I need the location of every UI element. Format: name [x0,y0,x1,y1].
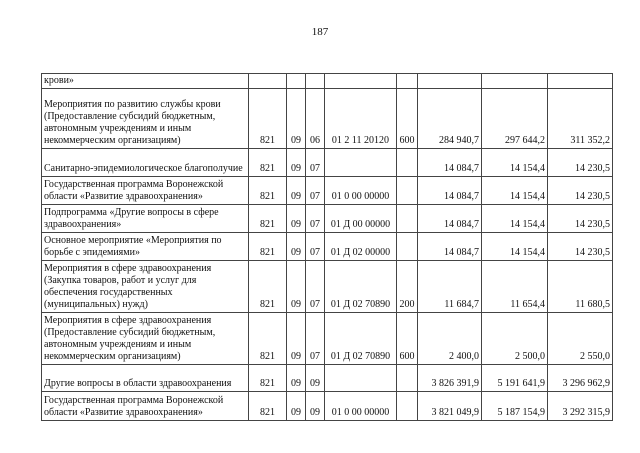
expense-type-cell [397,205,418,233]
expense-type-cell [397,233,418,261]
amount-year1-cell: 14 084,7 [418,177,482,205]
grbs-code-cell: 821 [249,233,287,261]
amount-year2-cell: 14 154,4 [482,149,548,177]
amount-year3-cell: 14 230,5 [548,205,613,233]
table-row [42,313,613,365]
row-name-cell: Основное мероприятие «Мероприятия по борьбе с эпидемиями» [42,233,249,261]
target-article-cell: 01 0 00 00000 [325,177,397,205]
row-name-cell: Мероприятия в сфере здравоохранения (Закупка товаров, работ и услуг для обеспечения государственных (муниципальных) нужд) [42,261,249,313]
section-code-cell: 09 [287,149,306,177]
table-row [42,149,613,177]
subsection-code-cell: 07 [306,233,325,261]
table-row [42,177,613,205]
target-article-cell [325,365,397,392]
amount-year2-cell: 14 154,4 [482,177,548,205]
subsection-code-cell [306,74,325,89]
section-code-cell: 09 [287,89,306,149]
amount-year1-cell: 284 940,7 [418,89,482,149]
subsection-code-cell: 07 [306,177,325,205]
amount-year3-cell: 3 296 962,9 [548,365,613,392]
subsection-code-cell: 07 [306,313,325,365]
table-row [42,205,613,233]
amount-year3-cell: 14 230,5 [548,149,613,177]
table-row [42,89,613,149]
target-article-cell: 01 Д 02 00000 [325,233,397,261]
table-row [42,233,613,261]
row-name-cell: Санитарно-эпидемиологическое благополучие [42,149,249,177]
target-article-cell: 01 Д 02 70890 [325,313,397,365]
expense-type-cell [397,74,418,89]
grbs-code-cell: 821 [249,261,287,313]
table-body [42,74,613,421]
grbs-code-cell: 821 [249,392,287,421]
target-article-cell [325,149,397,177]
section-code-cell: 09 [287,313,306,365]
amount-year1-cell: 3 821 049,9 [418,392,482,421]
amount-year3-cell: 2 550,0 [548,313,613,365]
table-row [42,365,613,392]
row-name-cell: Мероприятия в сфере здравоохранения (Предоставление субсидий бюджетным, автономным учреждениям и иным некоммерческим организациям) [42,313,249,365]
grbs-code-cell [249,74,287,89]
row-name-cell: Другие вопросы в области здравоохранения [42,365,249,392]
expense-type-cell: 200 [397,261,418,313]
amount-year2-cell [482,74,548,89]
row-name-cell: Мероприятия по развитию службы крови (Предоставление субсидий бюджетным, автономным учреждениям и иным некоммерческим организациям) [42,89,249,149]
amount-year3-cell: 14 230,5 [548,177,613,205]
row-name-cell: крови» [42,74,249,89]
amount-year1-cell: 14 084,7 [418,205,482,233]
amount-year2-cell: 11 654,4 [482,261,548,313]
grbs-code-cell: 821 [249,365,287,392]
row-name-cell: Государственная программа Воронежской области «Развитие здравоохранения» [42,392,249,421]
target-article-cell: 01 Д 02 70890 [325,261,397,313]
page-number: 187 [311,26,329,38]
table-row [42,261,613,313]
subsection-code-cell: 07 [306,149,325,177]
amount-year3-cell: 311 352,2 [548,89,613,149]
subsection-code-cell: 09 [306,365,325,392]
subsection-code-cell: 07 [306,261,325,313]
amount-year1-cell [418,74,482,89]
amount-year3-cell: 3 292 315,9 [548,392,613,421]
amount-year1-cell: 14 084,7 [418,149,482,177]
target-article-cell: 01 Д 00 00000 [325,205,397,233]
section-code-cell: 09 [287,177,306,205]
amount-year2-cell: 5 191 641,9 [482,365,548,392]
section-code-cell: 09 [287,365,306,392]
section-code-cell: 09 [287,205,306,233]
table-row [42,392,613,421]
budget-table [41,73,613,421]
subsection-code-cell: 07 [306,205,325,233]
amount-year3-cell: 14 230,5 [548,233,613,261]
amount-year1-cell: 2 400,0 [418,313,482,365]
target-article-cell: 01 2 11 20120 [325,89,397,149]
amount-year2-cell: 14 154,4 [482,233,548,261]
expense-type-cell [397,149,418,177]
section-code-cell [287,74,306,89]
row-name-cell: Подпрограмма «Другие вопросы в сфере здравоохранения» [42,205,249,233]
grbs-code-cell: 821 [249,177,287,205]
table-row [42,74,613,89]
grbs-code-cell: 821 [249,313,287,365]
section-code-cell: 09 [287,392,306,421]
amount-year2-cell: 5 187 154,9 [482,392,548,421]
amount-year3-cell: 11 680,5 [548,261,613,313]
target-article-cell: 01 0 00 00000 [325,392,397,421]
expense-type-cell [397,392,418,421]
section-code-cell: 09 [287,233,306,261]
expense-type-cell: 600 [397,89,418,149]
amount-year3-cell [548,74,613,89]
amount-year2-cell: 297 644,2 [482,89,548,149]
amount-year1-cell: 14 084,7 [418,233,482,261]
subsection-code-cell: 06 [306,89,325,149]
subsection-code-cell: 09 [306,392,325,421]
amount-year1-cell: 11 684,7 [418,261,482,313]
grbs-code-cell: 821 [249,149,287,177]
grbs-code-cell: 821 [249,205,287,233]
amount-year2-cell: 14 154,4 [482,205,548,233]
amount-year2-cell: 2 500,0 [482,313,548,365]
expense-type-cell [397,177,418,205]
grbs-code-cell: 821 [249,89,287,149]
expense-type-cell [397,365,418,392]
section-code-cell: 09 [287,261,306,313]
target-article-cell [325,74,397,89]
expense-type-cell: 600 [397,313,418,365]
amount-year1-cell: 3 826 391,9 [418,365,482,392]
row-name-cell: Государственная программа Воронежской области «Развитие здравоохранения» [42,177,249,205]
